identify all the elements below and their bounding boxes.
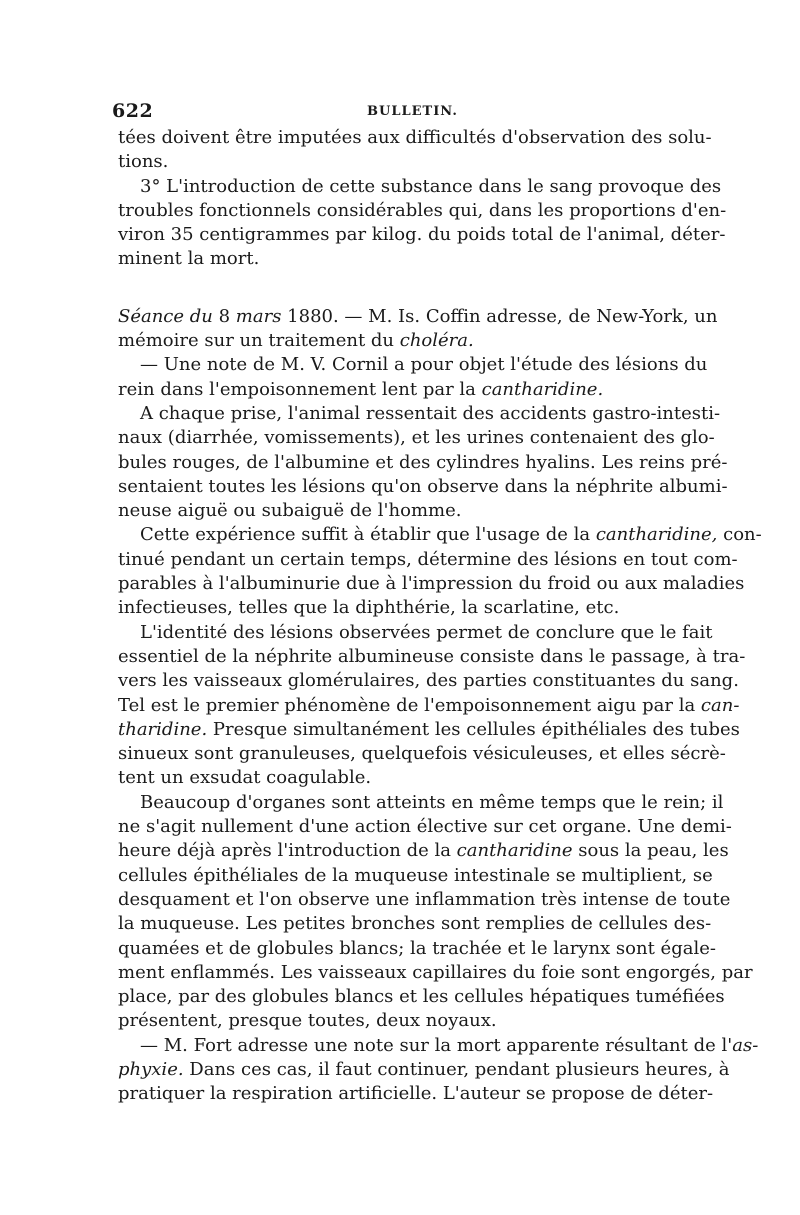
text-line: sentaient toutes les lésions qu'on observe dans la néphrite albumi- xyxy=(118,475,728,497)
text-line: rein dans l'empoisonnement lent par la cantharidine. xyxy=(118,378,604,400)
text-line: Cette expérience suffit à établir que l'usage de la cantharidine, con- xyxy=(140,524,762,546)
text-line: neuse aiguë ou subaiguë de l'homme. xyxy=(118,500,462,522)
text-line: Tel est le premier phénomène de l'empoisonnement aigu par la can- xyxy=(118,694,740,716)
text-line: mémoire sur un traitement du choléra. xyxy=(118,330,474,352)
text-line: infectieuses, telles que la diphthérie, la scarlatine, etc. xyxy=(118,597,620,619)
text-line: naux (diarrhée, vomissements), et les urines contenaient des glo- xyxy=(118,427,715,449)
page-header xyxy=(112,100,682,126)
text-line: place, par des globules blancs et les cellules hépatiques tuméfiées xyxy=(118,986,725,1008)
text-line: cellules épithéliales de la muqueuse intestinale se multiplient, se xyxy=(118,864,713,886)
text-line: L'identité des lésions observées permet de conclure que le fait xyxy=(140,621,713,643)
text-line: ment enflammés. Les vaisseaux capillaires du foie sont engorgés, par xyxy=(118,961,753,983)
text-line: phyxie. Dans ces cas, il faut continuer, pendant plusieurs heures, à xyxy=(118,1058,730,1080)
text-line: essentiel de la néphrite albumineuse consiste dans le passage, à tra- xyxy=(118,645,746,667)
section-gap xyxy=(118,272,683,305)
text-line: — M. Fort adresse une note sur la mort apparente résultant de l'as- xyxy=(140,1034,759,1056)
text-line: minent la mort. xyxy=(118,248,260,270)
body-text xyxy=(118,126,762,1107)
text-line: Beaucoup d'organes sont atteints en même temps que le rein; il xyxy=(140,791,724,813)
text-line: viron 35 centigrammes par kilog. du poids total de l'animal, déter- xyxy=(118,224,726,246)
text-line: tharidine. Presque simultanément les cellules épithéliales des tubes xyxy=(118,718,740,740)
page-number: 622 xyxy=(112,100,154,122)
text-line: vers les vaisseaux glomérulaires, des parties constituantes du sang. xyxy=(118,670,739,692)
text-line: parables à l'albuminurie due à l'impression du froid ou aux maladies xyxy=(118,573,745,595)
text-line: bules rouges, de l'albumine et des cylindres hyalins. Les reins pré- xyxy=(118,451,728,473)
text-line: desquament et l'on observe une inflammation très intense de toute xyxy=(118,888,731,910)
text-line: — Une note de M. V. Cornil a pour objet l'étude des lésions du xyxy=(140,354,708,376)
text-line: pratiquer la respiration artificielle. L'auteur se propose de déter- xyxy=(118,1083,714,1105)
text-line: la muqueuse. Les petites bronches sont remplies de cellules des- xyxy=(118,913,712,935)
running-title: BULLETIN. xyxy=(367,104,458,119)
text-line: Séance du 8 mars 1880. — M. Is. Coffin adresse, de New-York, un xyxy=(118,305,718,327)
text-line: tions. xyxy=(118,151,169,173)
text-line: tinué pendant un certain temps, détermine des lésions en tout com- xyxy=(118,548,738,570)
text-line: A chaque prise, l'animal ressentait des accidents gastro-intesti- xyxy=(140,402,721,424)
text-line: présentent, presque toutes, deux noyaux. xyxy=(118,1010,497,1032)
text-line: sinueux sont granuleuses, quelquefois vésiculeuses, et elles sécrè- xyxy=(118,743,726,765)
text-line: tées doivent être imputées aux difficultés d'observation des solu- xyxy=(118,127,712,148)
text-line: ne s'agit nullement d'une action élective sur cet organe. Une demi- xyxy=(118,816,732,838)
text-line: quamées et de globules blancs; la trachée et le larynx sont égale- xyxy=(118,937,716,959)
text-line: heure déjà après l'introduction de la cantharidine sous la peau, les xyxy=(118,840,729,862)
text-line: 3° L'introduction de cette substance dans le sang provoque des xyxy=(140,175,722,197)
text-line: tent un exsudat coagulable. xyxy=(118,767,372,789)
text-line: troubles fonctionnels considérables qui, dans les proportions d'en- xyxy=(118,199,727,221)
